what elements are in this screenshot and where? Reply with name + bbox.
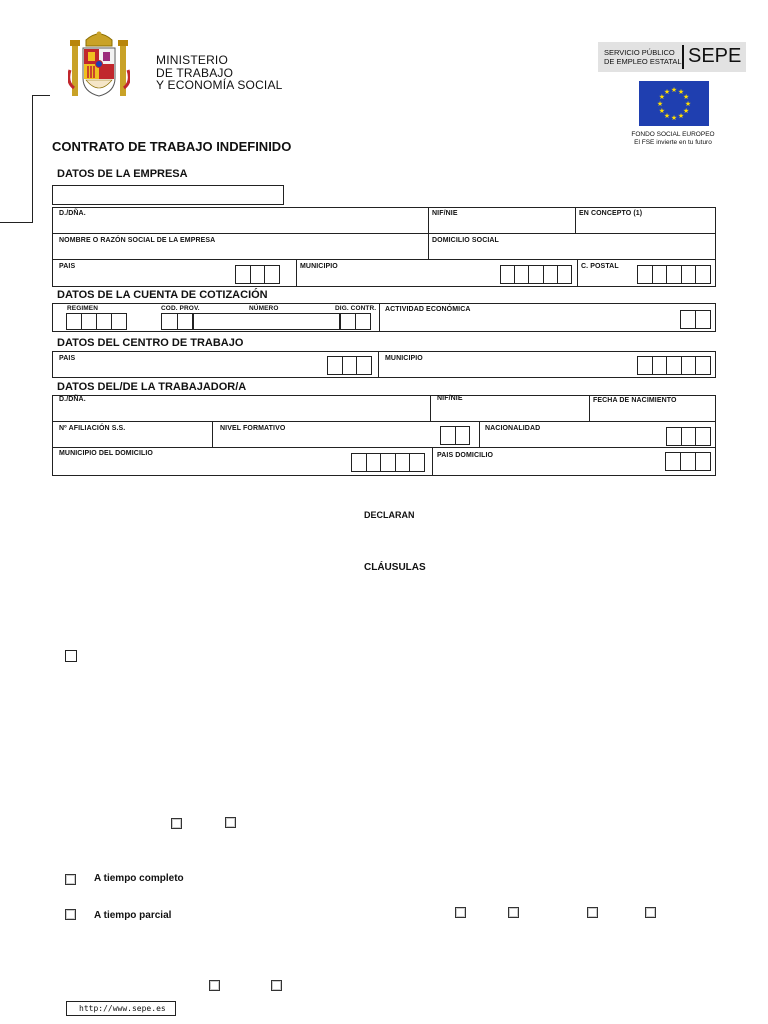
clausulas-heading: CLÁUSULAS: [364, 562, 426, 573]
bottom-checkbox-2[interactable]: [271, 980, 282, 991]
cotizacion-regimen-label: REGIMEN: [67, 305, 99, 312]
tiempo-parcial-checkbox[interactable]: [65, 909, 76, 920]
cotizacion-numero-label: NÚMERO: [249, 305, 279, 312]
empresa-nombre-label: NOMBRE O RAZÓN SOCIAL DE LA EMPRESA: [59, 237, 216, 244]
eu-star-icon: ★: [677, 88, 685, 96]
empresa-municipio-label: MUNICIPIO: [300, 263, 338, 270]
trabajador-nif-label: NIF/NIE: [437, 395, 463, 402]
page-title: CONTRATO DE TRABAJO INDEFINIDO: [52, 139, 292, 154]
empresa-extra-field[interactable]: [52, 185, 284, 205]
eu-star-icon: ★: [670, 115, 678, 122]
margin-mark-top: [32, 95, 50, 96]
eu-star-icon: ★: [663, 88, 671, 96]
eu-star-icon: ★: [663, 113, 671, 121]
eu-star-icon: ★: [670, 87, 678, 94]
empresa-domicilio-label: DOMICILIO SOCIAL: [432, 237, 499, 244]
cotizacion-codprov-boxes[interactable]: [161, 313, 193, 330]
empresa-pais-label: PAIS: [59, 263, 76, 270]
trabajador-nacionalidad-label: NACIONALIDAD: [485, 425, 541, 432]
trabajador-pais-dom-boxes[interactable]: [665, 452, 711, 471]
trabajador-nivel-label: NIVEL FORMATIVO: [220, 425, 286, 432]
empresa-pais-code-boxes[interactable]: [235, 265, 280, 284]
ministry-line-3: Y ECONOMÍA SOCIAL: [156, 78, 283, 92]
eu-flag-icon: [639, 81, 709, 126]
empresa-table: [52, 207, 716, 287]
sepe-text-line-2: DE EMPLEO ESTATAL: [604, 57, 682, 66]
cotizacion-numero-boxes[interactable]: [193, 313, 340, 330]
coat-of-arms-logo: [68, 30, 130, 104]
declaran-heading: DECLARAN: [364, 510, 415, 520]
cotizacion-digcontr-label: DIG. CONTR.: [335, 305, 377, 312]
eu-star-icon: ★: [658, 94, 666, 101]
trabajador-fecha-label: FECHA DE NACIMIENTO: [593, 397, 677, 404]
trabajador-pais-dom-label: PAIS DOMICILIO: [437, 452, 494, 459]
centro-municipio-boxes[interactable]: [637, 356, 711, 375]
section-heading-trabajador: DATOS DEL/DE LA TRABAJADOR/A: [57, 381, 247, 393]
trabajador-table: [52, 395, 716, 476]
section-heading-empresa: DATOS DE LA EMPRESA: [57, 168, 188, 180]
parcial-option-checkbox-4[interactable]: [645, 907, 656, 918]
empresa-cpostal-boxes[interactable]: [637, 265, 711, 284]
bottom-checkbox-1[interactable]: [209, 980, 220, 991]
footer-url-box: [66, 1001, 176, 1016]
eu-star-icon: ★: [658, 108, 666, 115]
sepe-brand: SEPE: [688, 45, 742, 67]
trabajador-nivel-boxes[interactable]: [440, 426, 470, 445]
ministry-name: [156, 54, 283, 92]
margin-mark-bottom: [0, 222, 33, 223]
centro-municipio-label: MUNICIPIO: [385, 355, 423, 362]
ministry-line-2: DE TRABAJO: [156, 65, 234, 80]
fse-line-2: El FSE invierte en tu futuro: [634, 138, 712, 146]
section-heading-cotizacion: DATOS DE LA CUENTA DE COTIZACIÓN: [57, 289, 268, 301]
fse-caption: [610, 131, 736, 146]
eu-star-icon: ★: [682, 94, 690, 101]
fse-line-1: FONDO SOCIAL EUROPEO: [631, 131, 715, 138]
eu-star-icon: ★: [656, 101, 664, 108]
ministry-line-1: MINISTERIO: [156, 53, 229, 67]
cotizacion-actividad-label: ACTIVIDAD ECONÓMICA: [385, 306, 471, 313]
cotizacion-regimen-boxes[interactable]: [66, 313, 127, 330]
cotizacion-codprov-label: COD. PROV.: [161, 305, 200, 312]
parcial-option-checkbox-1[interactable]: [455, 907, 466, 918]
empresa-dona-label: D./DÑA.: [59, 210, 86, 217]
cotizacion-digcontr-boxes[interactable]: [340, 313, 371, 330]
parcial-option-checkbox-3[interactable]: [587, 907, 598, 918]
centro-table: [52, 351, 716, 378]
cotizacion-table: [52, 303, 716, 332]
centro-pais-boxes[interactable]: [327, 356, 372, 375]
trabajador-municipio-dom-label: MUNICIPIO DEL DOMICILIO: [59, 450, 153, 457]
margin-mark-vertical: [32, 95, 33, 223]
centro-pais-label: PAIS: [59, 355, 76, 362]
eu-star-icon: ★: [677, 113, 685, 121]
empresa-concepto-label: EN CONCEPTO (1): [579, 210, 643, 217]
trabajador-municipio-boxes[interactable]: [351, 453, 425, 472]
empresa-nif-label: NIF/NIE: [432, 210, 458, 217]
tiempo-parcial-label: A tiempo parcial: [94, 910, 172, 921]
trabajador-afiliacion-label: Nº AFILIACIÓN S.S.: [59, 425, 126, 432]
eu-star-icon: ★: [682, 108, 690, 115]
clause-checkbox-1[interactable]: [65, 650, 77, 662]
sepe-text-line-1: SERVICIO PÚBLICO: [604, 48, 675, 57]
footer-url[interactable]: http://www.sepe.es: [79, 1004, 166, 1013]
trabajador-nacionalidad-boxes[interactable]: [666, 427, 711, 446]
tiempo-completo-label: A tiempo completo: [94, 873, 184, 884]
empresa-municipio-code-boxes[interactable]: [500, 265, 572, 284]
section-heading-centro: DATOS DEL CENTRO DE TRABAJO: [57, 337, 244, 349]
tiempo-completo-checkbox[interactable]: [65, 874, 76, 885]
eu-star-icon: ★: [684, 101, 692, 108]
option-checkbox-a[interactable]: [171, 818, 182, 829]
empresa-cpostal-label: C. POSTAL: [581, 263, 619, 270]
cotizacion-actividad-boxes[interactable]: [680, 310, 711, 329]
trabajador-dona-label: D./DÑA.: [59, 396, 86, 403]
option-checkbox-b[interactable]: [225, 817, 236, 828]
sepe-logo: [598, 42, 746, 72]
parcial-option-checkbox-2[interactable]: [508, 907, 519, 918]
